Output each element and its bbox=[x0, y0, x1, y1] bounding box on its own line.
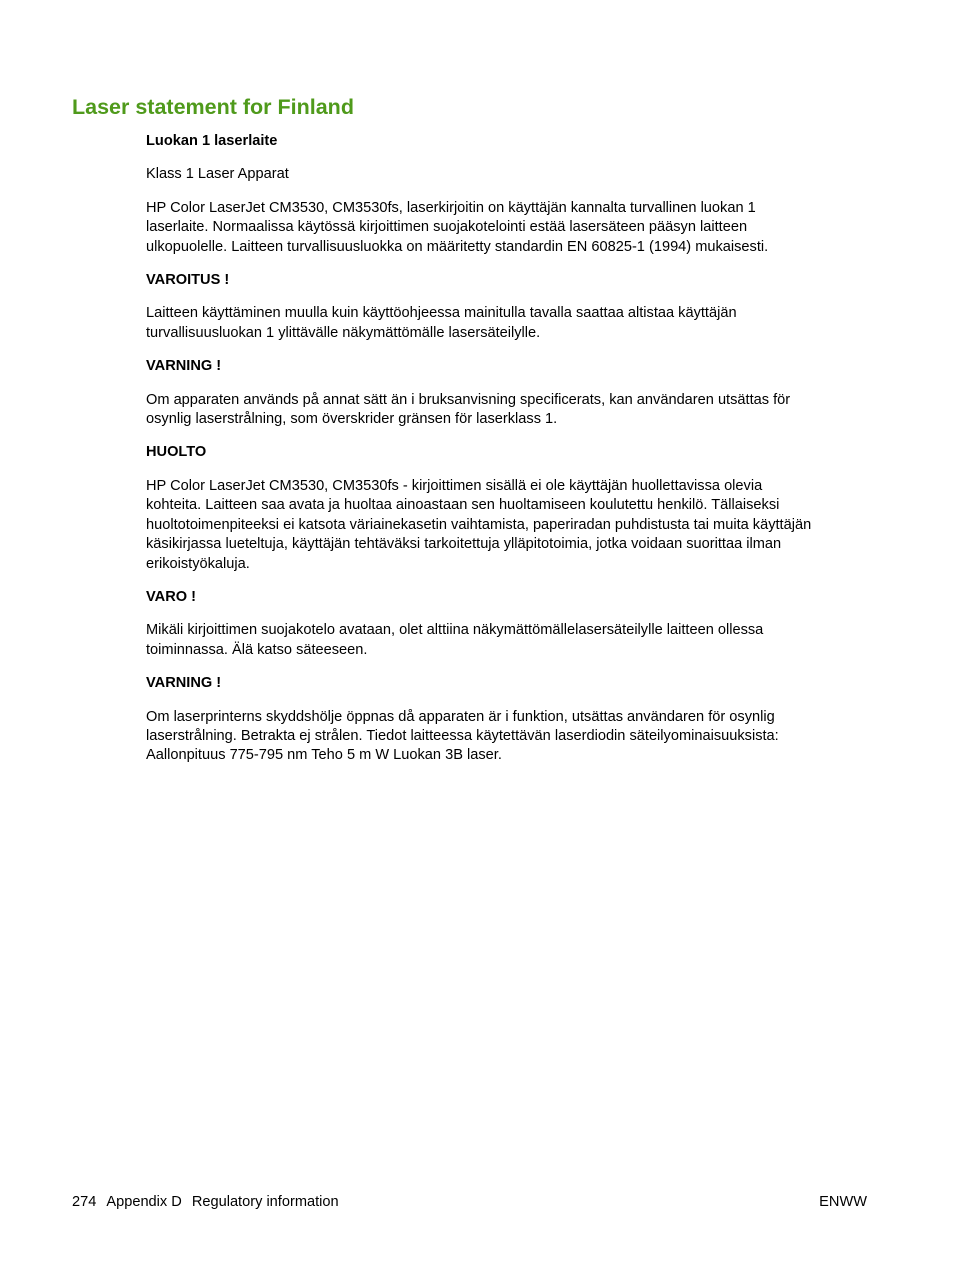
paragraph-line: Mikäli kirjoittimen suojakotelo avataan, olet alttiina näkymättömällelasersäteilylle laitteen ollessa bbox=[146, 622, 764, 639]
paragraph-huolto bbox=[146, 477, 876, 574]
section-heading-varning-2: VARNING ! bbox=[146, 675, 222, 692]
page-number: 274 bbox=[72, 1194, 97, 1210]
paragraph-line: käsikirjassa lueteltuja, käyttäjän tehtäväksi tarkoitettuja ylläpitotoimia, jotka voidaan suorittaa ilman bbox=[146, 536, 782, 553]
paragraph-varo bbox=[146, 621, 876, 660]
paragraph-varning-2 bbox=[146, 708, 876, 766]
paragraph-line: Aallonpituus 775-795 nm Teho 5 m W Luokan 3B laser. bbox=[146, 747, 502, 764]
section-heading-varning-1: VARNING ! bbox=[146, 358, 222, 375]
page-footer bbox=[72, 1193, 867, 1212]
paragraph-laserlaite bbox=[146, 199, 876, 257]
paragraph-line: HP Color LaserJet CM3530, CM3530fs, laserkirjoitin on käyttäjän kannalta turvallinen luokan 1 bbox=[146, 199, 756, 216]
page-title: Laser statement for Finland bbox=[72, 95, 354, 119]
paragraph-varoitus bbox=[146, 304, 876, 343]
document-body bbox=[146, 132, 876, 780]
paragraph-line: osynlig laserstrålning, som överskrider gränsen för laserklass 1. bbox=[146, 411, 558, 428]
paragraph-line: erikoistyökaluja. bbox=[146, 555, 250, 572]
paragraph-line: laserstrålning. Betrakta ej strålen. Tiedot laitteessa käytettävän laserdiodin säteilyominaisuuksista: bbox=[146, 727, 779, 744]
footer-right: ENWW bbox=[819, 1194, 867, 1210]
paragraph-line: Laitteen käyttäminen muulla kuin käyttöohjeessa mainitulla tavalla saattaa altistaa käyttäjän bbox=[146, 305, 737, 322]
section-heading-huolto: HUOLTO bbox=[146, 444, 207, 461]
paragraph-varning-1 bbox=[146, 391, 876, 430]
paragraph-line: huoltotoimenpiteeksi ei katsota väriainekasetin vaihtamista, paperiradan puhdistusta tai muita käyttäjän bbox=[146, 516, 812, 533]
paragraph-line: Om apparaten används på annat sätt än i bruksanvisning specificerats, kan användaren utsättas för bbox=[146, 391, 791, 408]
footer-left bbox=[72, 1193, 339, 1212]
paragraph-line: HP Color LaserJet CM3530, CM3530fs - kirjoittimen sisällä ei ole käyttäjän huollettavissa olevia bbox=[146, 477, 763, 494]
footer-appendix: Appendix D bbox=[106, 1194, 182, 1210]
paragraph-line: kohteita. Laitteen saa avata ja huoltaa ainoastaan sen huoltamiseen koulutettu henkilö. Tällaiseksi bbox=[146, 497, 780, 514]
paragraph-line: ulkopuolelle. Laitteen turvallisuusluokka on määritetty standardin EN 60825-1 (1994) mukaisesti. bbox=[146, 238, 769, 255]
section-heading-luokan: Luokan 1 laserlaite bbox=[146, 133, 278, 149]
paragraph-line: laserlaite. Normaalissa käytössä kirjoittimen suojakotelointi estää lasersäteen pääsyn laitteen bbox=[146, 219, 748, 236]
paragraph-line: toiminnassa. Älä katso säteeseen. bbox=[146, 641, 368, 658]
paragraph-klass: Klass 1 Laser Apparat bbox=[146, 166, 289, 183]
section-heading-varo: VARO ! bbox=[146, 588, 196, 605]
section-heading-varoitus: VAROITUS ! bbox=[146, 272, 230, 289]
paragraph-line: Om laserprinterns skyddshölje öppnas då apparaten är i funktion, utsättas användaren för osynlig bbox=[146, 708, 775, 725]
footer-section: Regulatory information bbox=[191, 1194, 339, 1210]
paragraph-line: turvallisuusluokan 1 ylittävälle näkymättömälle lasersäteilylle. bbox=[146, 324, 541, 341]
